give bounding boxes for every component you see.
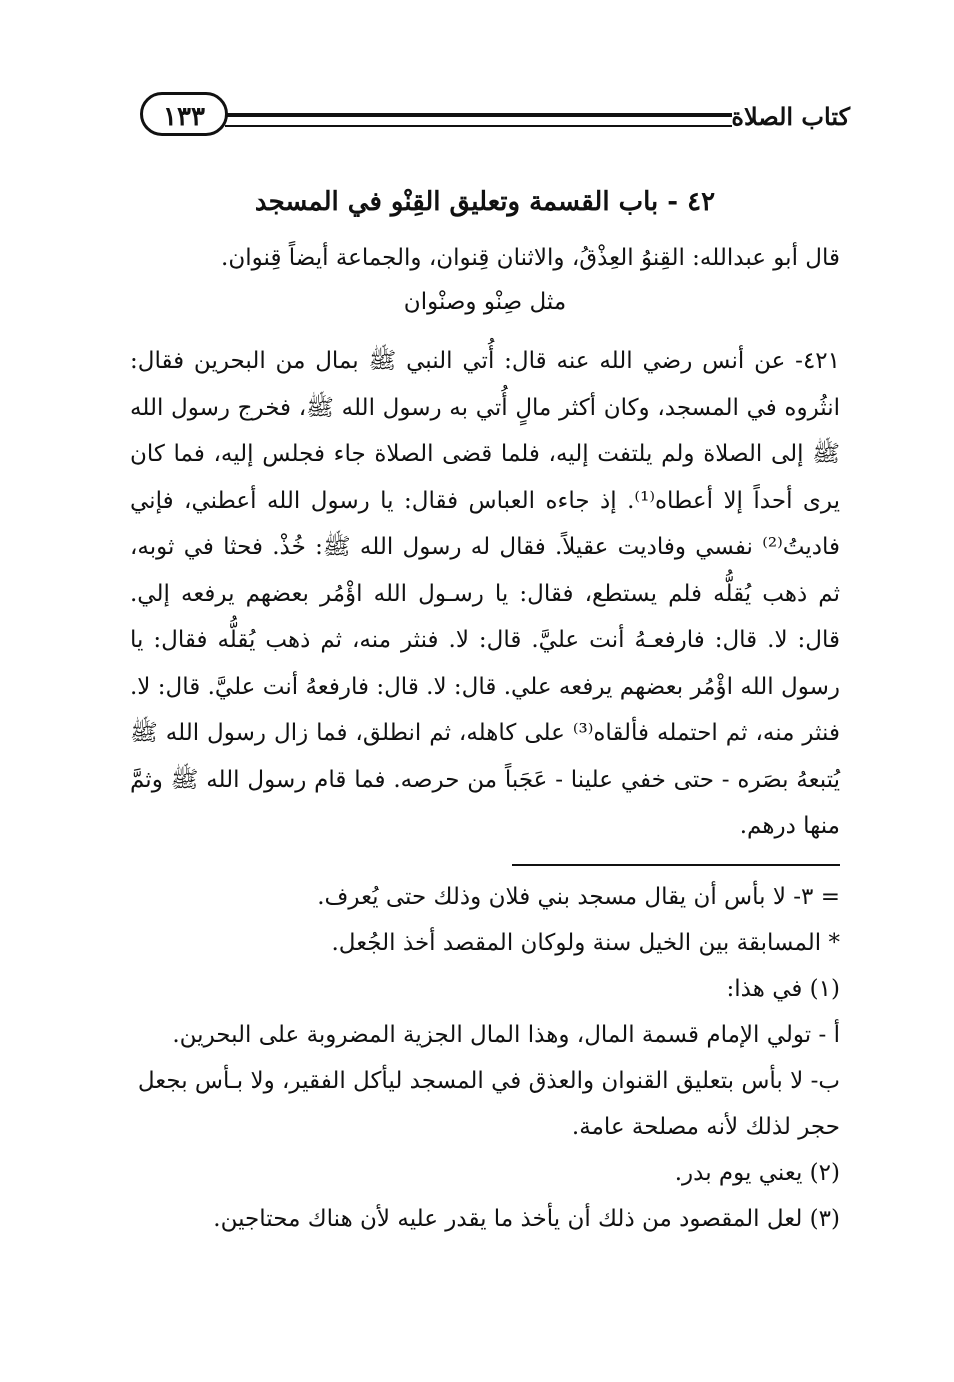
footnote-1-heading: (١) في هذا:	[726, 976, 840, 1002]
intro-line: قال أبو عبدالله: القِنوُ العِذْقُ، والاثنان قِنوان، والجماعة أيضاً قِنوان.	[221, 245, 840, 271]
footnote-3: (٣) لعل المقصود من ذلك أن يأخذ ما يقدر عليه لأن هناك محتاجين.	[213, 1206, 840, 1232]
footnote-star: * المسابقة بين الخيل سنة ولوكان المقصد أخذ الجُعل.	[331, 930, 840, 956]
footnote-1-b: ب- لا بأس بتعليق القنوان والعذق في المسجد ليأكل الفقير، ولا بـأس بجعل حجر لذلك لأنه مصلحة عامة.	[137, 1068, 840, 1140]
page-header	[130, 92, 850, 142]
footnotes	[130, 874, 840, 1242]
footnote-2: (٢) يعني يوم بدر.	[674, 1160, 840, 1186]
footnote-separator	[512, 864, 840, 866]
hadith-text	[130, 338, 840, 850]
footnote-1-a: أ - تولي الإمام قسمة المال، وهذا المال الجزية المضروبة على البحرين.	[172, 1022, 840, 1048]
book-title: كتاب الصلاة	[731, 102, 850, 131]
hadith-paragraph: ٤٢١- عن أنس رضي الله عنه قال: أُتي النبي ﷺ بمال من البحرين فقال: انثُروه في المسجد، وكان أكثر مالٍ أُتي به رسول الله ﷺ، فخرج رسول الله ﷺ إلى الصلاة ولم يلتفت إليه، فلما قضى الصلاة جاء فجلس إليه، فما كان يرى أحداً إلا أعطاه⁽¹⁾. إذ جاءه العباس فقال: يا رسول الله أعطني، فإني فاديتُ⁽²⁾ نفسي وفاديت عقيلاً. فقال له رسول الله ﷺ: خُذْ. فحثا في ثوبه، ثم ذهب يُقلُّه فلم يستطع، فقال: يا رسـول الله اؤْمُر بعضهم يرفعه إلي. قال: لا. قال: فارفعـهُ أنت عليَّ. قال: لا. فنثر منه، ثم ذهب يُقلُّه فقال: يا رسول الله اؤْمُر بعضهم يرفعه علي. قال: لا. قال: فارفعهُ أنت عليَّ. قال: لا. فنثر منه، ثم احتمله فألقاه⁽³⁾ على كاهله، ثم انطلق، فما زال رسول الله ﷺ يُتبعهُ بصَره - حتى خفي علينا - عَجَباً من حرصه. فما قام رسول الله ﷺ وثمَّ منها درهم.	[130, 348, 840, 839]
chapter-intro	[130, 236, 840, 324]
intro-line-centered: مثل صِنْو وصنْوان	[403, 289, 567, 315]
page-number: ١٣٣	[140, 92, 228, 136]
footnote-continuation: = ٣- لا بأس أن يقال مسجد بني فلان وذلك حتى يُعرف.	[317, 884, 840, 910]
header-rule	[225, 113, 732, 127]
chapter-title: ٤٢ - باب القسمة وتعليق القِنْو في المسجد	[254, 187, 716, 217]
